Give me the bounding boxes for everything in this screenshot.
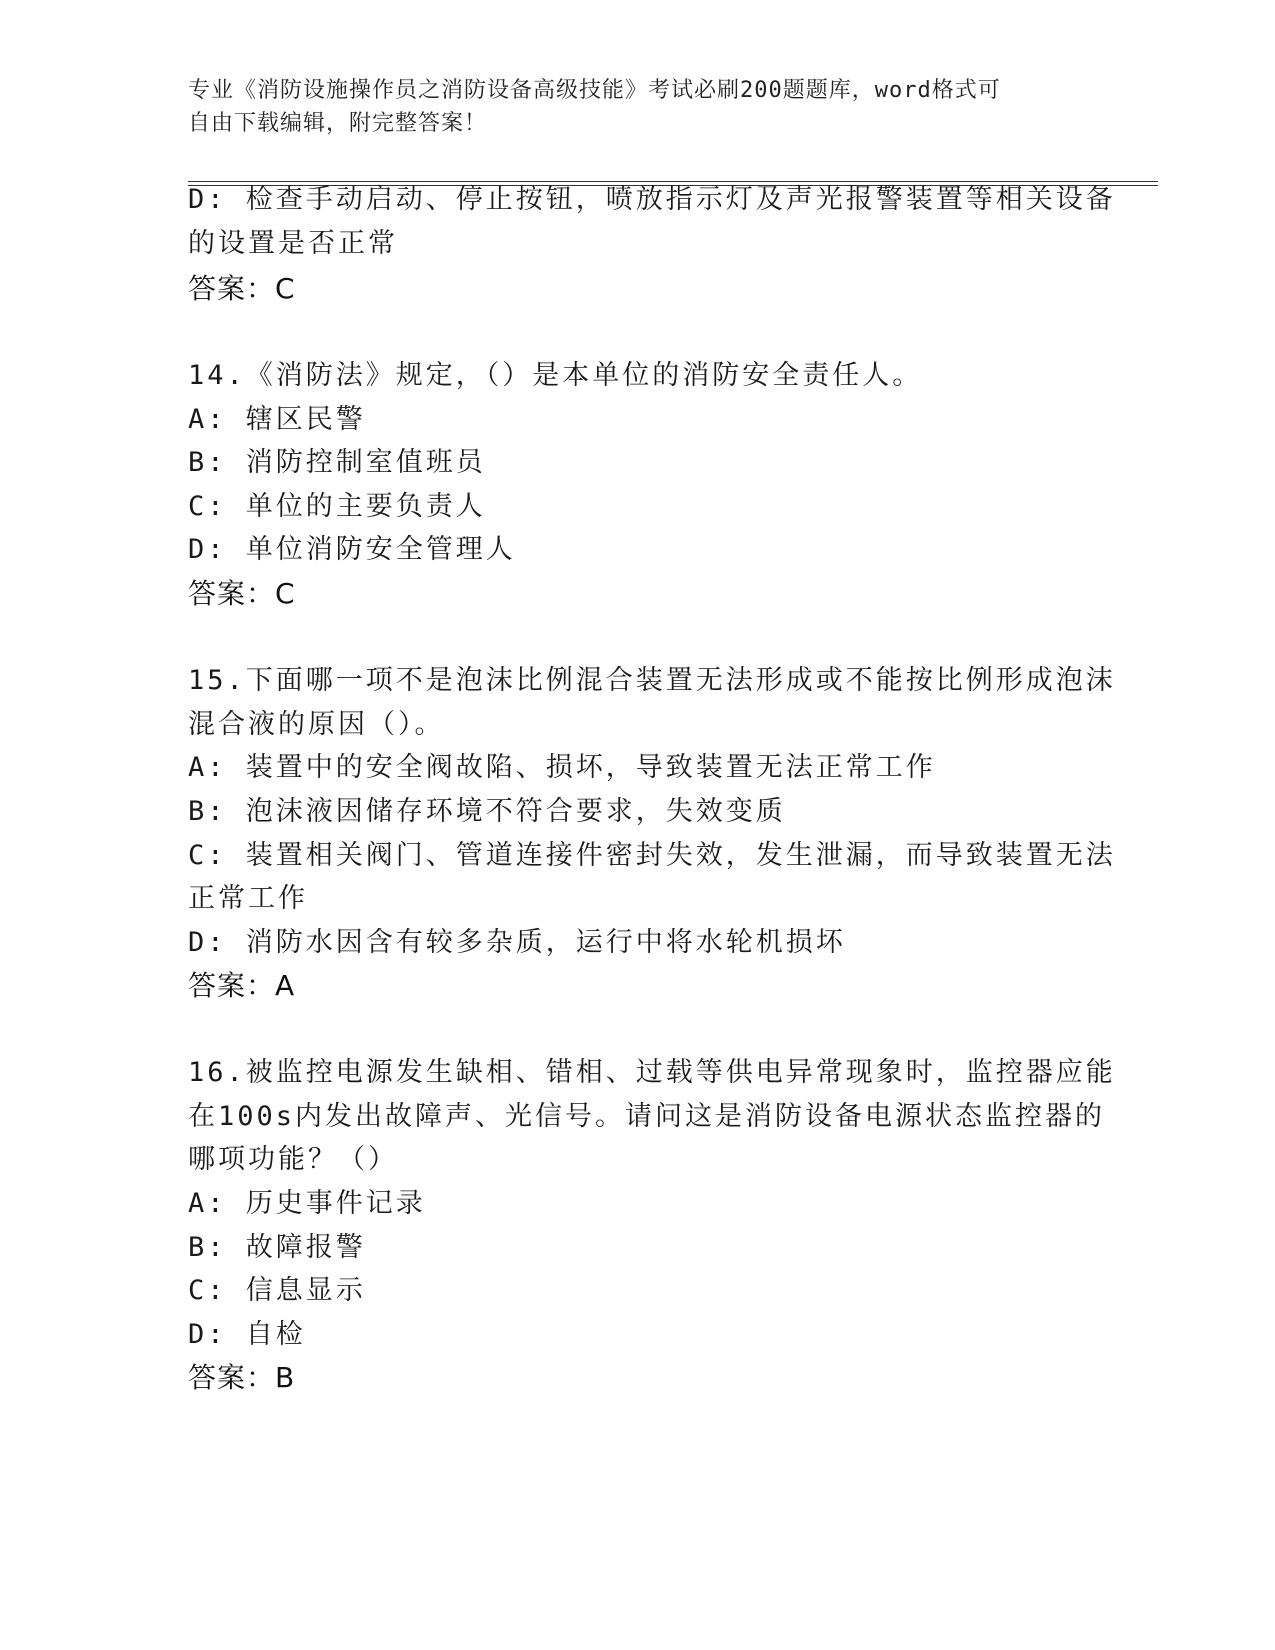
question-stem-continued: 哪项功能？（） — [188, 1144, 398, 1175]
answer-label: 答案：B — [188, 1361, 296, 1394]
answer-label: 答案：C — [188, 577, 296, 610]
answer-label: 答案：C — [188, 272, 296, 305]
header-line-2: 自由下载编辑，附完整答案！ — [188, 111, 488, 136]
option-a: A: 辖区民警 — [188, 404, 366, 435]
question-stem: 16.被监控电源发生缺相、错相、过载等供电异常现象时，监控器应能 — [188, 1057, 1116, 1088]
option-b: B: 泡沫液因储存环境不符合要求，失效变质 — [188, 796, 786, 827]
question-stem: 14.《消防法》规定，（）是本单位的消防安全责任人。 — [188, 360, 923, 391]
header-line-1: 专业《消防设施操作员之消防设备高级技能》考试必刷200题题库，word格式可 — [188, 78, 1001, 103]
option-d-continued: 的设置是否正常 — [188, 228, 398, 259]
option-c: C: 信息显示 — [188, 1275, 366, 1306]
option-d: D: 单位消防安全管理人 — [188, 534, 516, 565]
question-stem-continued: 混合液的原因（）。 — [188, 709, 445, 740]
option-d: D: 检查手动启动、停止按钮，喷放指示灯及声光报警装置等相关设备 — [188, 184, 1116, 215]
option-a: A: 装置中的安全阀故陷、损坏，导致装置无法正常工作 — [188, 752, 936, 783]
option-a: A: 历史事件记录 — [188, 1188, 426, 1219]
option-d: D: 自检 — [188, 1319, 306, 1350]
question-stem-continued: 在100s内发出故障声、光信号。请问这是消防设备电源状态监控器的 — [188, 1101, 1106, 1132]
option-c: C: 装置相关阀门、管道连接件密封失效，发生泄漏，而导致装置无法 — [188, 840, 1116, 871]
option-d: D: 消防水因含有较多杂质，运行中将水轮机损坏 — [188, 927, 846, 958]
option-c: C: 单位的主要负责人 — [188, 491, 486, 522]
option-b: B: 消防控制室值班员 — [188, 447, 486, 478]
option-c-continued: 正常工作 — [188, 883, 308, 914]
document-header — [188, 74, 1068, 140]
option-b: B: 故障报警 — [188, 1232, 366, 1263]
question-stem: 15.下面哪一项不是泡沫比例混合装置无法形成或不能按比例形成泡沫 — [188, 665, 1116, 696]
answer-label: 答案：A — [188, 969, 296, 1002]
